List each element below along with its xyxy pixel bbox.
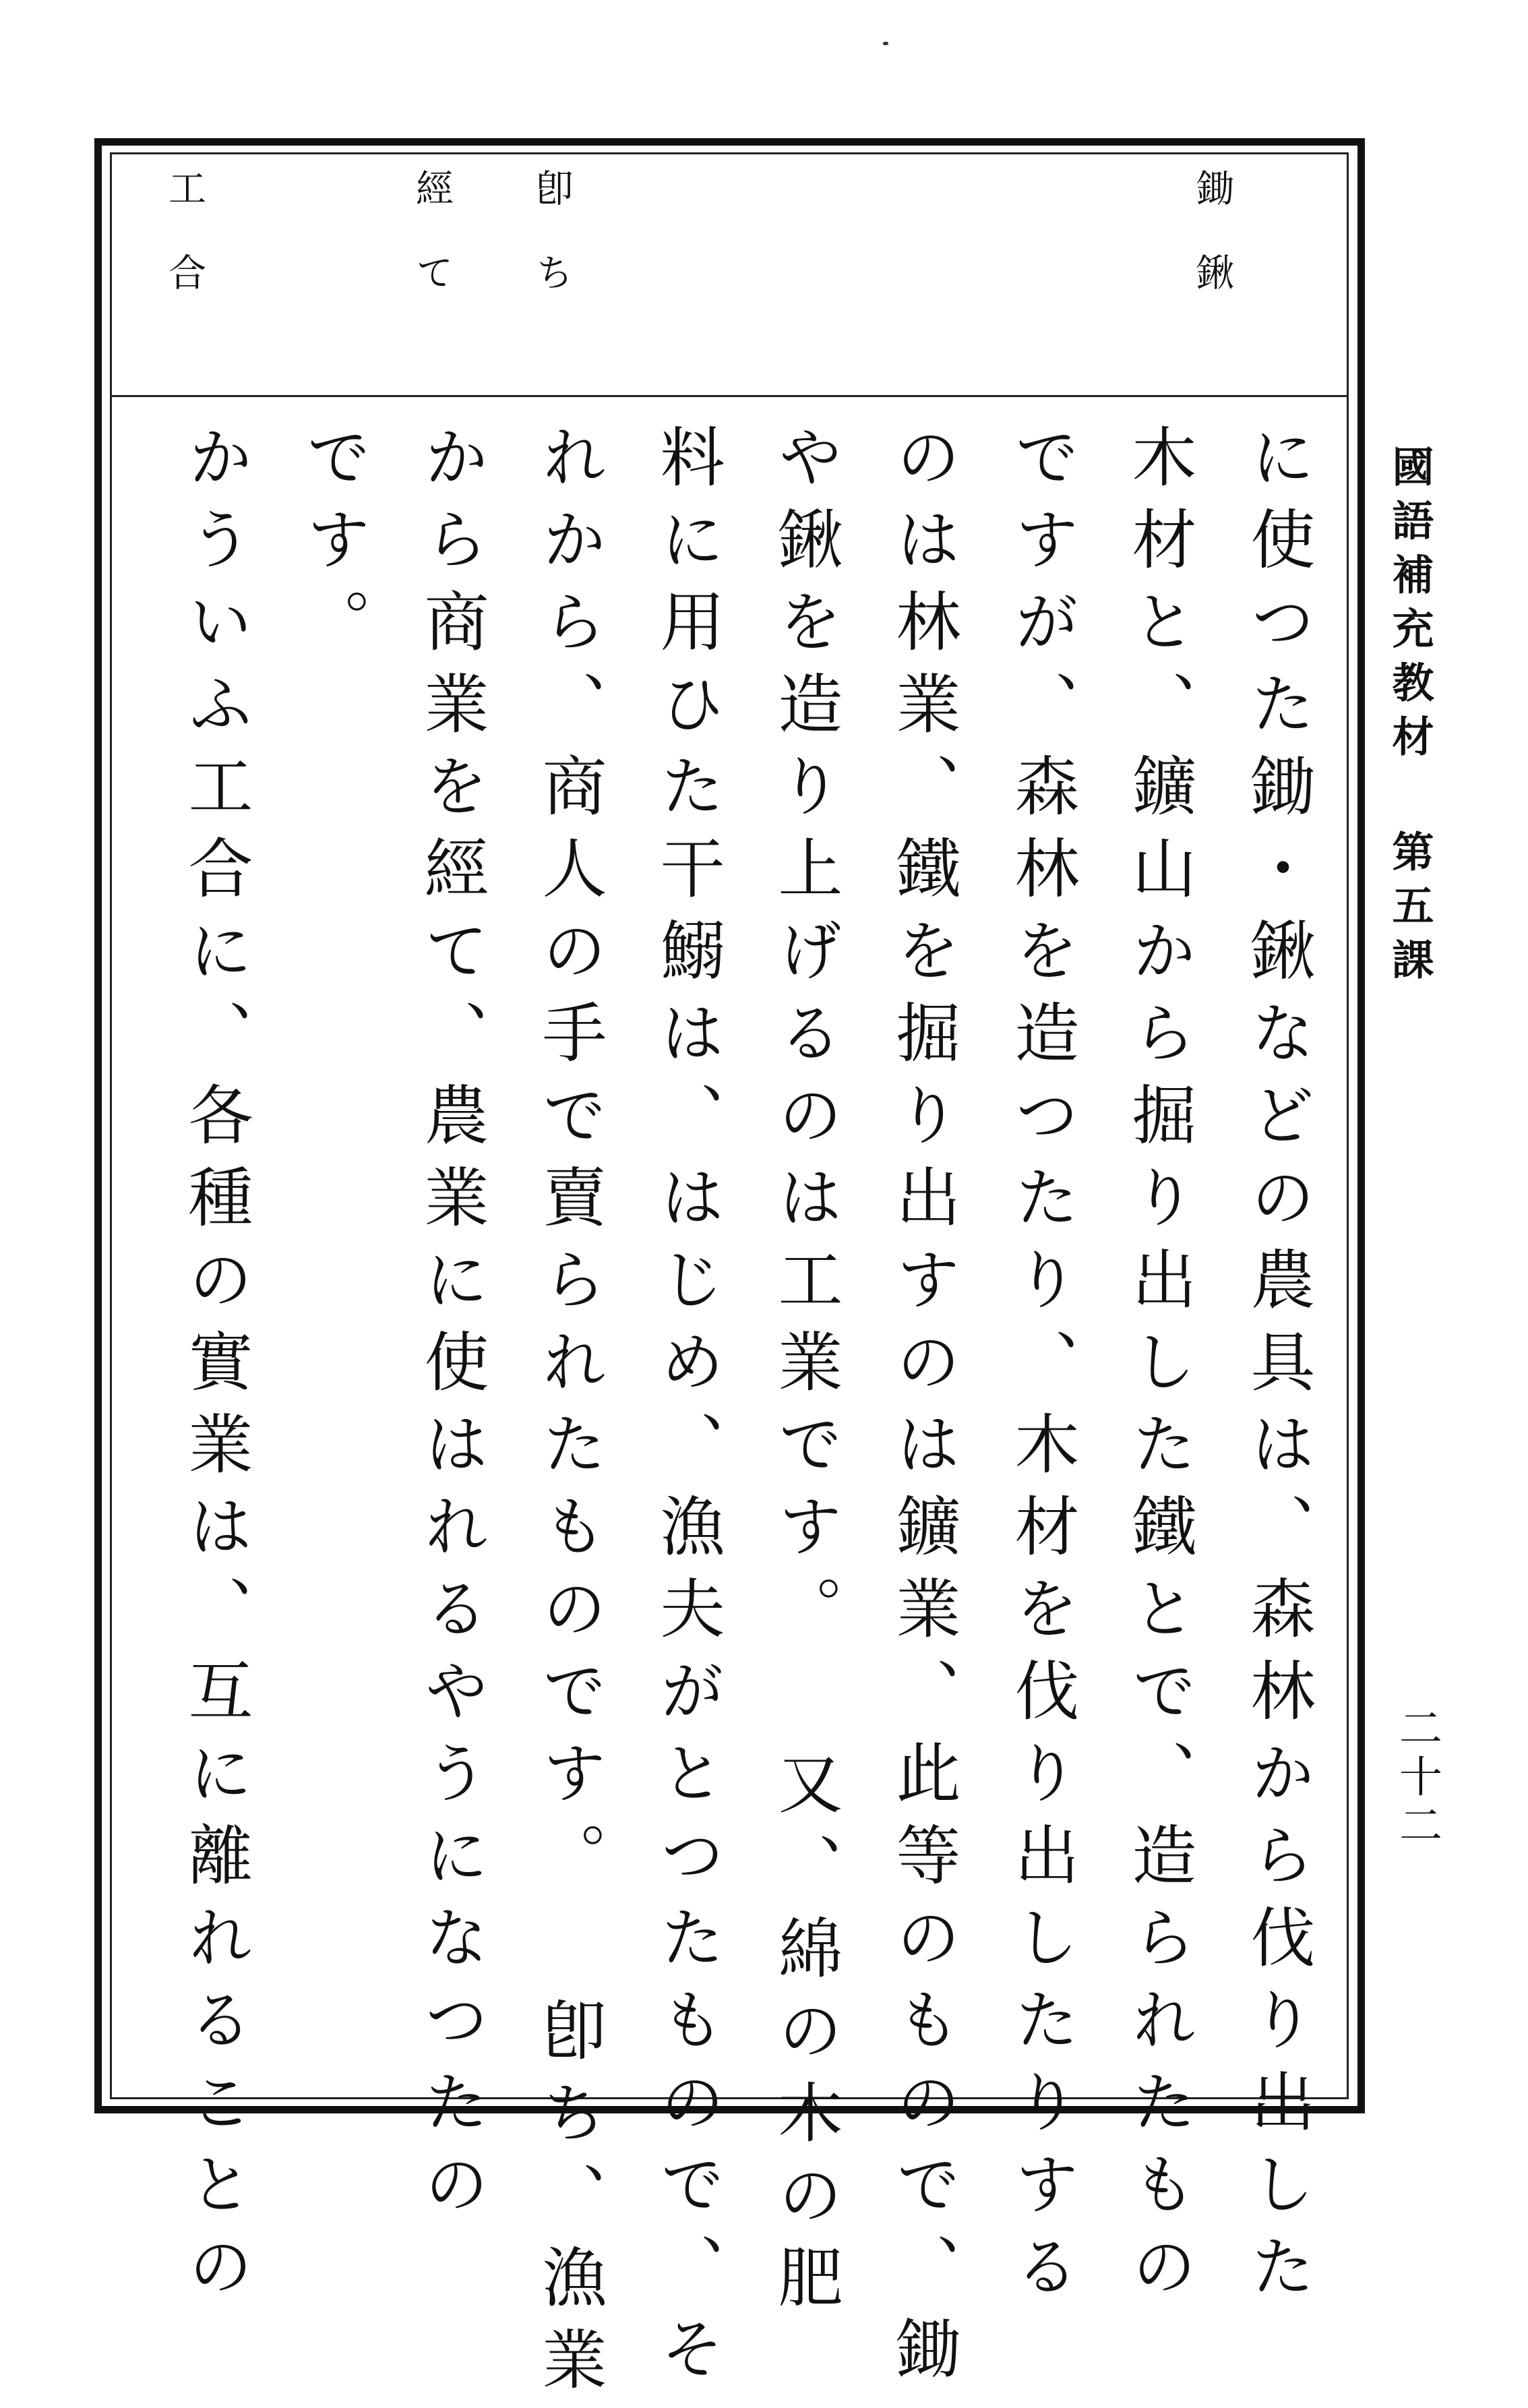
headnote-hete: 經 て xyxy=(410,169,454,292)
page-number: 二十二 xyxy=(1392,1706,1442,1851)
body-column-7: れから、商人の手で賣られたものです。 卽ち、漁業 xyxy=(532,423,607,2408)
body-column-5: や鍬を造り上げるのは工業です。 又、綿の木の肥 xyxy=(768,423,843,2326)
body-column-6: 料に用ひた干鰯は、はじめ、漁夫がとつたもので、そ xyxy=(650,423,725,2397)
running-head: 國語補充教材 第五課 xyxy=(1385,445,1434,992)
ink-speck xyxy=(883,42,888,45)
body-column-4: のは林業、鐵を掘り出すのは鑛業、此等のもので、鋤 xyxy=(886,423,961,2397)
body-column-8: から商業を經て、農業に使はれるやうになつたの xyxy=(414,423,489,2233)
headnote-sunawachi: 卽 ち xyxy=(530,169,574,292)
headnote-divider xyxy=(110,395,1349,397)
headnote-guai: 工 合 xyxy=(162,169,206,292)
body-column-1: に使つた鋤・鍬などの農具は、森林から伐り出した xyxy=(1240,423,1316,2315)
body-column-9: です。 xyxy=(296,423,371,670)
body-column-3: ですが、森林を造つたり、木材を伐り出したりする xyxy=(1004,423,1080,2315)
headnote-suki-kuwa: 鋤 鍬 xyxy=(1190,169,1234,292)
body-column-10: かういふ工合に、各種の實業は、互に離れることの xyxy=(178,423,253,2315)
body-column-2: 木材と、鑛山から掘り出した鐵とで、造られたもの xyxy=(1122,423,1197,2315)
